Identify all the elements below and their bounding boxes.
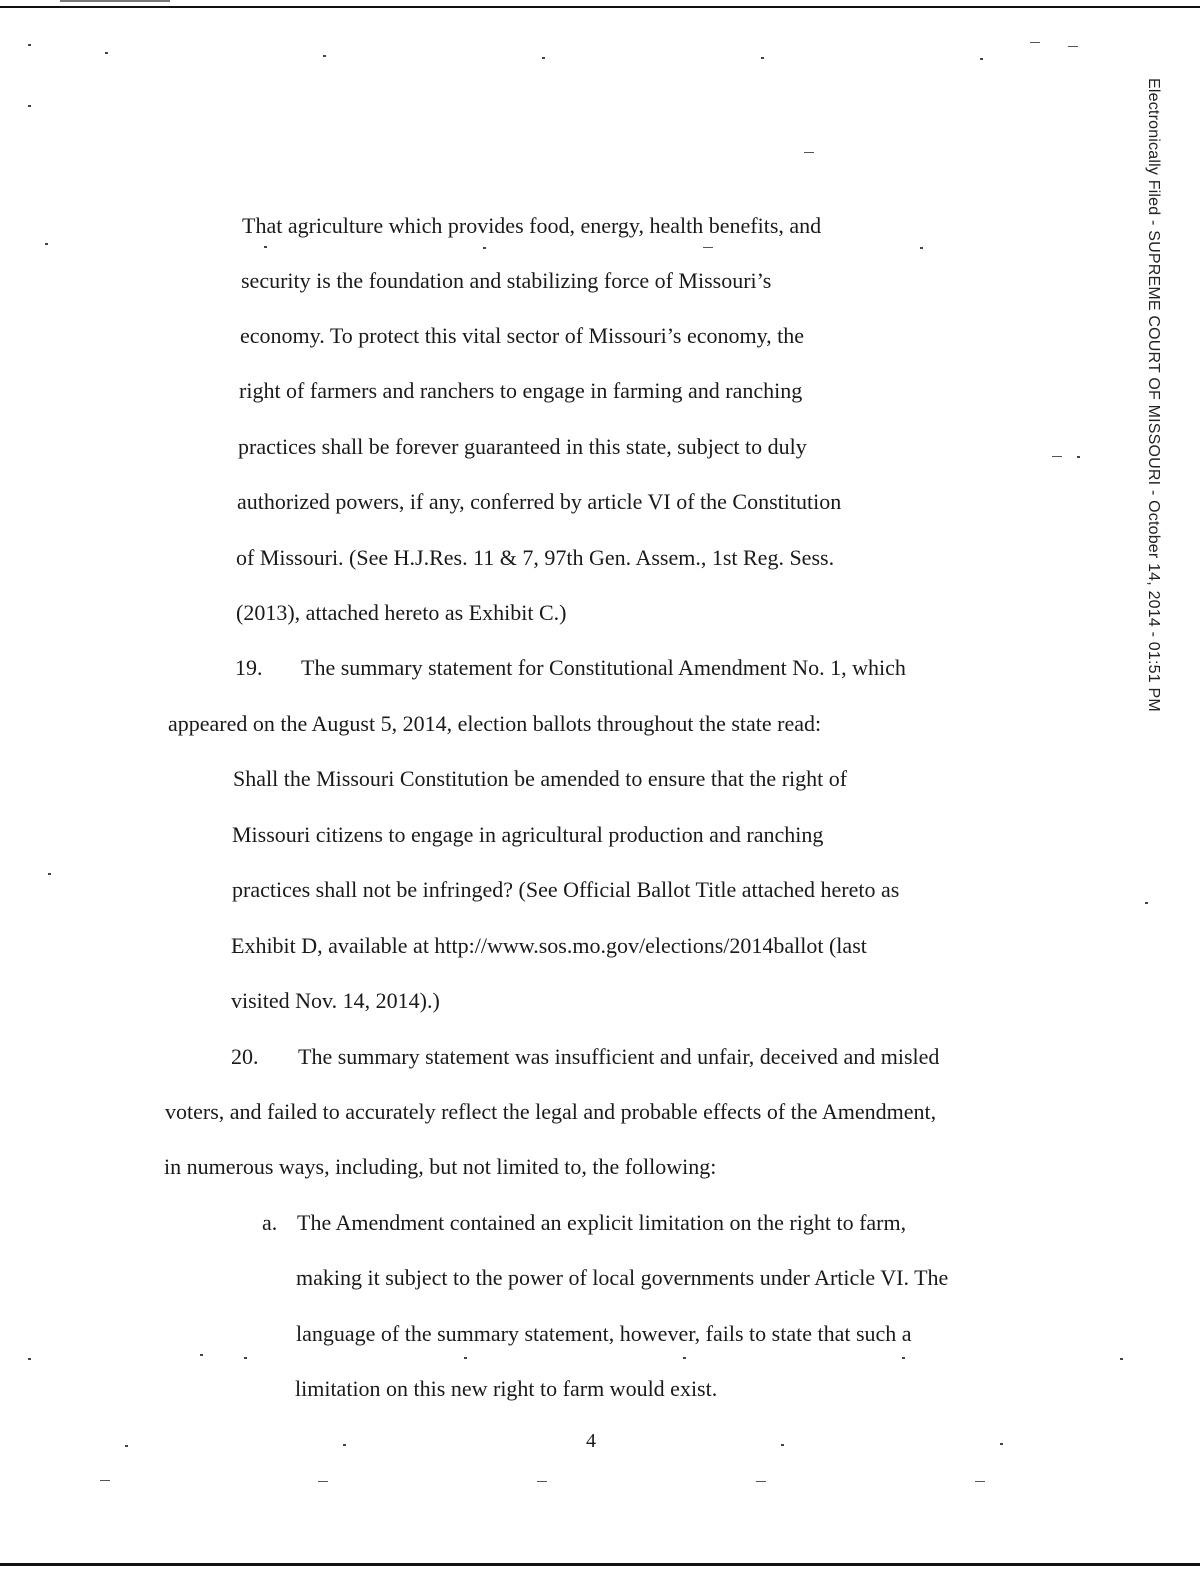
scan-speck — [1077, 456, 1080, 458]
paragraph-20-line: voters, and failed to accurately reflect the legal and probable effects of the Amendment, — [165, 1099, 937, 1124]
scan-speck — [45, 243, 48, 245]
scan-speck — [683, 1357, 686, 1359]
quote-line: practices shall be forever guaranteed in this state, subject to duly — [238, 434, 807, 459]
page-number: 4 — [586, 1430, 596, 1452]
quote-line: economy. To protect this vital sector of Missouri’s economy, the — [240, 323, 805, 348]
list-item-a-line: limitation on this new right to farm would exist. — [295, 1376, 718, 1401]
scan-dash — [804, 152, 814, 153]
scan-speck — [244, 1357, 247, 1359]
scan-speck — [1000, 1443, 1003, 1445]
scan-dash — [975, 1481, 985, 1482]
scan-dash — [1030, 42, 1040, 43]
scan-speck — [105, 52, 108, 54]
scan-speck — [264, 246, 267, 248]
paragraph-20-line: The summary statement was insufficient and unfair, deceived and misled — [298, 1044, 940, 1069]
scan-dash — [756, 1481, 766, 1482]
list-item-a-line: language of the summary statement, however, fails to state that such a — [296, 1321, 912, 1346]
ballot-line: practices shall not be infringed? (See Official Ballot Title attached hereto as — [232, 877, 900, 902]
ballot-line: Exhibit D, available at http://www.sos.mo.gov/elections/2014ballot (last — [231, 933, 867, 958]
quote-line: of Missouri. (See H.J.Res. 11 & 7, 97th Gen. Assem., 1st Reg. Sess. — [236, 545, 835, 570]
list-item-label-a: a. — [262, 1210, 278, 1235]
scan-speck — [761, 57, 764, 59]
scan-speck — [902, 1357, 905, 1359]
quote-line: security is the foundation and stabilizing force of Missouri’s — [241, 268, 772, 293]
quote-line: That agriculture which provides food, energy, health benefits, and — [242, 213, 822, 238]
list-item-a-line: The Amendment contained an explicit limitation on the right to farm, — [297, 1210, 907, 1235]
scan-speck — [343, 1444, 346, 1446]
quote-line: right of farmers and ranchers to engage in farming and ranching — [239, 378, 803, 403]
ballot-line: visited Nov. 14, 2014).) — [231, 988, 440, 1013]
ballot-line: Missouri citizens to engage in agricultural production and ranching — [232, 822, 824, 847]
scan-speck — [28, 44, 31, 46]
scan-dash — [1068, 46, 1078, 47]
scan-speck — [464, 1357, 467, 1359]
scan-dash — [1052, 456, 1062, 457]
filing-stamp: Electronically Filed - SUPREME COURT OF MISSOURI - October 14, 2014 - 01:51 PM — [1145, 78, 1162, 712]
paragraph-20-line: in numerous ways, including, but not limited to, the following: — [164, 1154, 717, 1179]
scan-speck — [28, 1358, 31, 1360]
scan-speck — [200, 1354, 203, 1356]
scan-speck — [781, 1444, 784, 1446]
scan-dash — [318, 1481, 328, 1482]
scan-dash — [100, 1480, 110, 1481]
scan-speck — [28, 105, 31, 107]
scan-dash — [537, 1481, 547, 1482]
scan-speck — [1120, 1358, 1123, 1360]
list-item-a-line: making it subject to the power of local governments under Article VI. The — [296, 1265, 949, 1290]
scan-speck — [483, 247, 486, 249]
paragraph-number-20: 20. — [231, 1044, 259, 1069]
header-rule — [0, 6, 1200, 8]
scan-dash — [703, 247, 713, 248]
paragraph-19-line: appeared on the August 5, 2014, election ballots throughout the state read: — [168, 711, 822, 736]
scan-speck — [48, 873, 51, 875]
scan-speck — [542, 57, 545, 59]
paragraph-19-line: The summary statement for Constitutional Amendment No. 1, which — [301, 655, 906, 680]
scan-speck — [323, 55, 326, 57]
quote-line: authorized powers, if any, conferred by article VI of the Constitution — [237, 489, 842, 514]
scan-speck — [125, 1445, 128, 1447]
footer-rule — [0, 1563, 1200, 1566]
quote-line: (2013), attached hereto as Exhibit C.) — [236, 600, 567, 625]
header-rule-faint — [60, 0, 170, 2]
scan-speck — [920, 247, 923, 249]
paragraph-number-19: 19. — [235, 655, 263, 680]
scan-speck — [980, 58, 983, 60]
scan-speck — [1145, 902, 1148, 904]
ballot-line: Shall the Missouri Constitution be amended to ensure that the right of — [233, 766, 848, 791]
